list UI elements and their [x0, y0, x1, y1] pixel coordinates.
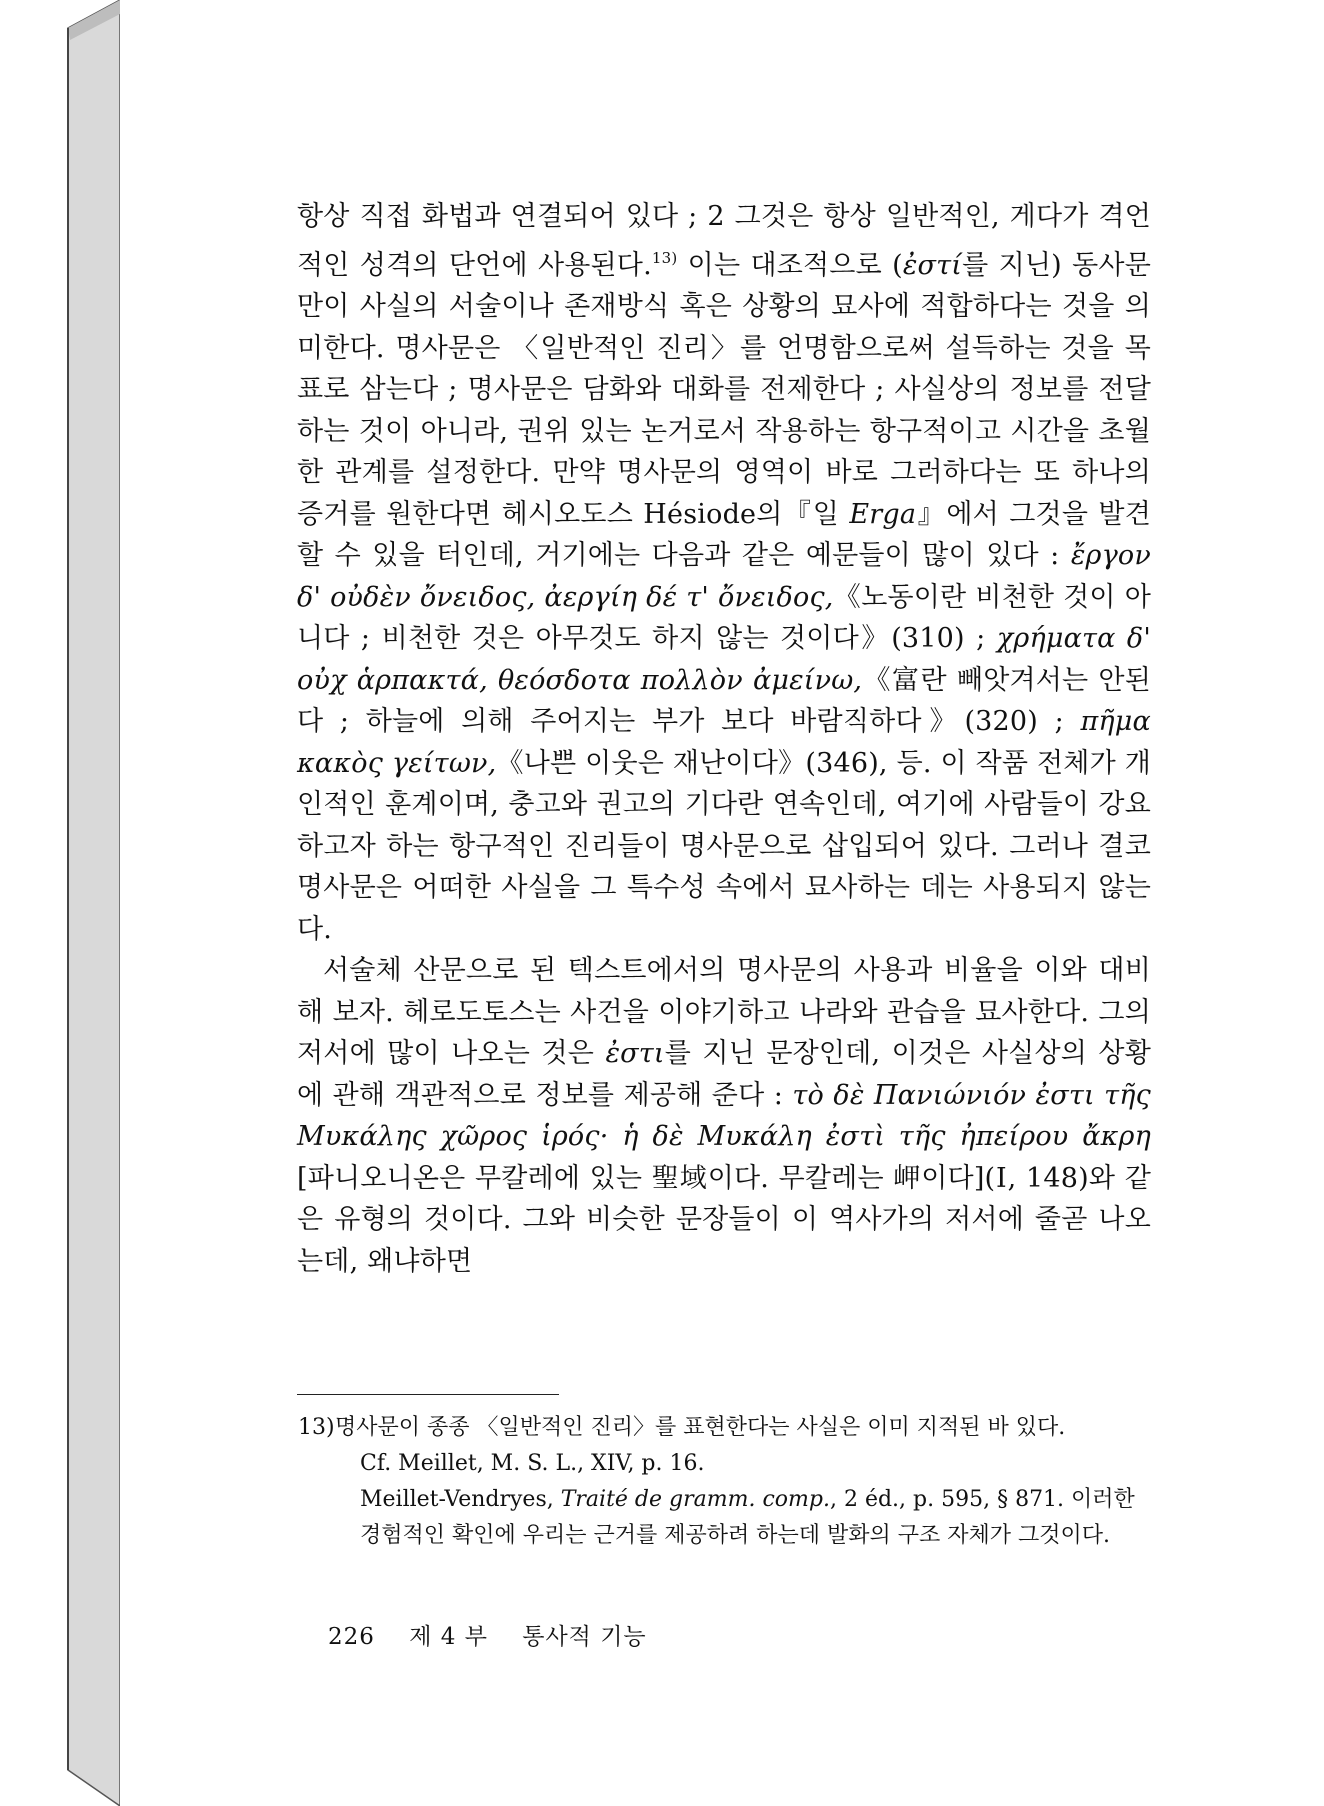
main-body-text [297, 196, 1151, 1282]
footnotes [298, 1410, 1150, 1554]
page-footer [328, 1618, 673, 1651]
paragraph-2: 서술체 산문으로 된 텍스트에서의 명사문의 사용과 비율을 이와 대비해 보자. 헤로도토스는 사건을 이야기하고 나라와 관습을 묘사한다. 그의 저서에 많이 나오는 것은 ἐστι를 지닌 문장인데, 이것은 사실상의 상황에 관해 객관적으로 정보를 제공해 준다 : τὸ δὲ Πανιώνιόν ἐστι τῆς Μυκάλης χῶρος ἱρός· ἡ δὲ Μυκάλη ἐστὶ τῆς ἠπείρου ἄκρη [파니오니온은 무칼레에 있는 聖域이다. 무칼레는 岬이다](Ⅰ, 148)와 같은 유형의 것이다. 그와 비슷한 문장들이 이 역사가의 저서에 줄곧 나오는데, 왜냐하면 [297, 955, 1151, 1277]
greek-word: ἐστί [902, 249, 963, 281]
greek-quote-3: πῆμα κακὸς γείτων, [297, 706, 1151, 779]
greek-quote-1: ἔργον δ' οὐδὲν ὄνειδος, ἀεργίη δέ τ' ὄνειδος, [297, 540, 1151, 613]
paragraph-1: 항상 직접 화법과 연결되어 있다 ; 2 그것은 항상 일반적인, 게다가 격언적인 성격의 단언에 사용된다.$^{13)}$ 이는 대조적으로 (ἐστί를 지닌) 동사문만이 사실의 서술이나 존재방식 혹은 상황의 묘사에 적합하다는 것을 의미한다. 명사문은 〈일반적인 진리〉를 언명함으로써 설득하는 것을 목표로 삼는다 ; 명사문은 담화와 대화를 전제한다 ; 사실상의 정보를 전달하는 것이 아니라, 권위 있는 논거로서 작용하는 항구적이고 시간을 초월한 관계를 설정한다. 만약 명사문의 영역이 바로 그러하다는 또 하나의 증거를 원한다면 헤시오도스 Hésiode의『일 Erga』에서 그것을 발견할 수 있을 터인데, 거기에는 다음과 같은 예문들이 많이 있다 : ἔργον δ' οὐδὲν ὄνειδος, ἀεργίη δέ τ' ὄνειδος,《노동이란 비천한 것이 아니다 ; 비천한 것은 아무것도 하지 않는 것이다》(310) ; χρήματα δ' οὐχ ἁρπακτά, θεόσδοτα πολλὸν ἀμείνω,《富란 빼앗겨서는 안된다 ; 하늘에 의해 주어지는 부가 보다 바람직하다》(320) ; πῆμα κακὸς γείτων,《나쁜 이웃은 재난이다》(346), 등. 이 작품 전체가 개인적인 훈계이며, 충고와 권고의 기다란 연속인데, 여기에 사람들이 강요하고자 하는 항구적인 진리들이 명사문으로 삽입되어 있다. 그러나 결코 명사문은 어떠한 사실을 그 특수성 속에서 묘사하는 데는 사용되지 않는다. [297, 201, 1152, 945]
page-number: 226 [328, 1624, 375, 1650]
part-label: 제 4 부 [409, 1624, 488, 1650]
footnote-number: 13) [298, 1415, 335, 1440]
greek-word: ἐστι [605, 1038, 665, 1069]
greek-quote-2: χρήματα δ' οὐχ ἁρπακτά, θεόσδοτα πολλὸν ἀμείνω, [297, 623, 1152, 696]
running-title: 통사적 기능 [522, 1624, 647, 1650]
citation-title: Traité de gramm. comp. [560, 1487, 830, 1512]
footnote-citation-1: Cf. Meillet, M. S. L., XIV, p. 16. [360, 1451, 705, 1476]
footnote-divider [297, 1394, 559, 1395]
erga-title: Erga [849, 498, 917, 530]
footnote-13: 13) 명사문이 종종 〈일반적인 진리〉를 표현한다는 사실은 이미 지적된 바 있다. [328, 1410, 1150, 1446]
footnote-citation-2: Meillet-Vendryes, Traité de gramm. comp., 2 éd., p. 595, § 871. 이러한 경험적인 확인에 우리는 근거를 제공하려 하는데 발화의 구조 자체가 그것이다. [360, 1487, 1135, 1548]
greek-quote-4: τὸ δὲ Πανιώνιόν ἐστι τῆς Μυκάλης χῶρος ἱρός· ἡ δὲ Μυκάλη ἐστὶ τῆς ἠπείρου ἄκρη [297, 1079, 1151, 1152]
footnote-reference: 13) [651, 248, 678, 267]
